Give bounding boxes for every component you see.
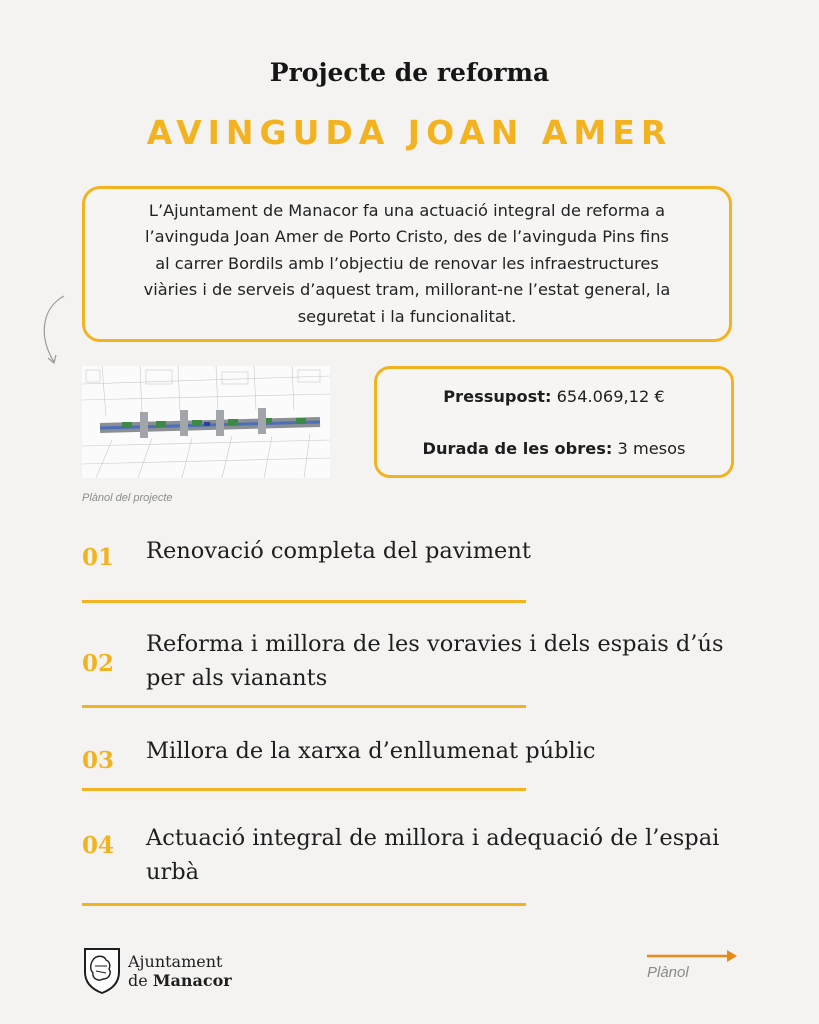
intro-text — [144, 198, 671, 331]
intro-line: viàries i de serveis d’aquest tram, millorant-ne l’estat general, la — [143, 280, 671, 300]
item-number: 01 — [82, 544, 115, 571]
logo-text-line2 — [128, 971, 232, 990]
logo-text-line1: Ajuntament — [128, 952, 223, 971]
plan-caption: Plànol del projecte — [82, 492, 173, 504]
item-line: Reforma i millora de les voravies i dels espais d’ús — [146, 631, 724, 657]
item-line: urbà — [146, 859, 200, 885]
coat-of-arms-icon — [82, 946, 122, 994]
next-page-label[interactable]: Plànol — [647, 964, 689, 981]
item-divider — [82, 705, 526, 708]
item-line: Renovació completa del paviment — [146, 538, 531, 564]
item-line: per als vianants — [146, 665, 328, 691]
arrow-right-icon[interactable] — [645, 947, 741, 965]
budget-box — [374, 366, 734, 478]
item-number: 03 — [82, 747, 115, 774]
duration-line — [377, 439, 731, 458]
intro-line: l’avinguda Joan Amer de Porto Cristo, des de l’avinguda Pins fins — [145, 227, 669, 247]
logo-prefix: de — [128, 971, 148, 990]
item-text — [146, 734, 766, 768]
page-title: Projecte de reforma — [269, 58, 550, 87]
item-line: Actuació integral de millora i adequació de l’espai — [146, 825, 720, 851]
intro-box — [82, 186, 732, 342]
item-divider — [82, 788, 526, 791]
street-headline: AVINGUDA JOAN AMER — [146, 113, 673, 152]
logo-name: Manacor — [152, 971, 232, 990]
budget-line — [377, 387, 731, 406]
item-number: 02 — [82, 650, 115, 677]
budget-value: 654.069,12 € — [556, 387, 665, 406]
duration-label: Durada de les obres: — [422, 439, 613, 458]
item-text — [146, 534, 766, 568]
item-divider — [82, 903, 526, 906]
intro-line: seguretat i la funcionalitat. — [297, 306, 517, 326]
intro-line: L’Ajuntament de Manacor fa una actuació integral de reforma a — [148, 200, 666, 220]
project-plan-image[interactable] — [82, 366, 330, 478]
intro-line: al carrer Bordils amb l’objectiu de renovar les infraestructures — [155, 253, 659, 273]
item-divider — [82, 600, 526, 603]
item-text — [146, 627, 766, 695]
curved-arrow-icon — [36, 292, 76, 372]
budget-label: Pressupost: — [443, 387, 552, 406]
item-line: Millora de la xarxa d’enllumenat públic — [146, 738, 596, 764]
plan-drawing — [82, 366, 330, 478]
item-text — [146, 821, 766, 889]
duration-value: 3 mesos — [617, 439, 686, 458]
item-number: 04 — [82, 832, 115, 859]
